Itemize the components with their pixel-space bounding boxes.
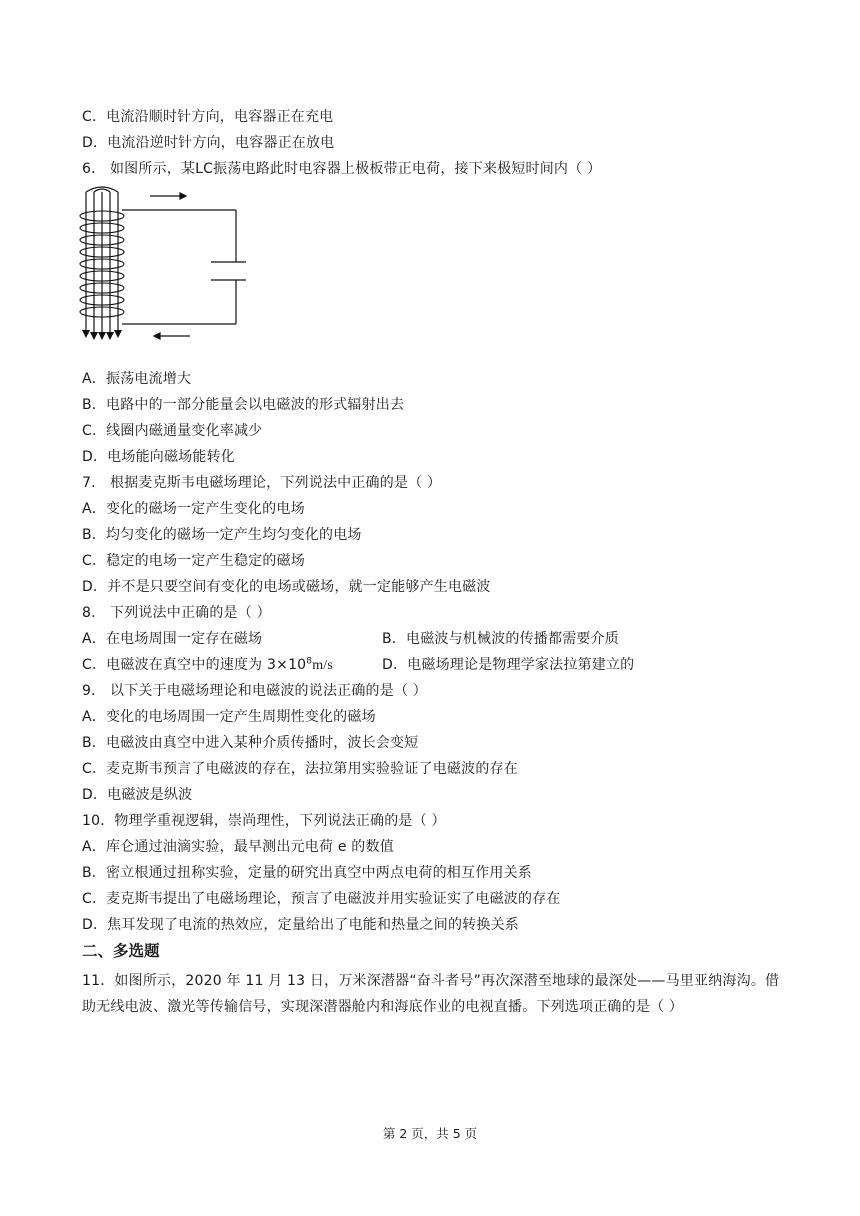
q10-option-d: D．焦耳发现了电流的热效应，定量给出了电能和热量之间的转换关系 — [82, 917, 519, 933]
q8-stem: 8． 下列说法中正确的是（ ） — [82, 605, 271, 621]
q7-option-d: D．并不是只要空间有变化的电场或磁场，就一定能够产生电磁波 — [82, 579, 491, 595]
q6-stem: 6． 如图所示，某LC振荡电路此时电容器上极板带正电荷，接下来极短时间内（ ） — [82, 161, 602, 177]
q9-stem: 9． 以下关于电磁场理论和电磁波的说法正确的是（ ） — [82, 683, 428, 699]
q8-option-b: B．电磁波与机械波的传播都需要介质 — [382, 631, 620, 647]
q6-option-b: B．电路中的一部分能量会以电磁波的形式辐射出去 — [82, 397, 405, 413]
q7-option-a: A．变化的磁场一定产生变化的电场 — [82, 501, 305, 517]
q6-option-c: C．线圈内磁通量变化率减少 — [82, 423, 263, 439]
q8-option-a: A．在电场周围一定存在磁场 — [82, 631, 263, 647]
q10-option-b: B．密立根通过扭称实验，定量的研究出真空中两点电荷的相互作用关系 — [82, 865, 533, 881]
q7-stem: 7． 根据麦克斯韦电磁场理论，下列说法中正确的是（ ） — [82, 475, 442, 491]
q5-option-c: C．电流沿顺时针方向，电容器正在充电 — [82, 109, 334, 125]
lc-circuit-diagram — [76, 186, 246, 346]
q7-option-c: C．稳定的电场一定产生稳定的磁场 — [82, 553, 305, 569]
q8-option-c-text: C．电磁波在真空中的速度为 3×10 — [82, 657, 307, 673]
q6-option-d: D．电场能向磁场能转化 — [82, 449, 235, 465]
q6-option-a: A．振荡电流增大 — [82, 371, 192, 387]
q10-stem: 10．物理学重视逻辑，崇尚理性，下列说法正确的是（ ） — [82, 813, 446, 829]
q8-option-d: D．电磁场理论是物理学家法拉第建立的 — [382, 657, 635, 673]
q9-option-a: A．变化的电场周围一定产生周期性变化的磁场 — [82, 709, 376, 725]
q7-option-b: B．均匀变化的磁场一定产生均匀变化的电场 — [82, 527, 362, 543]
section-heading: 二、多选题 — [82, 942, 160, 960]
q8-option-c-unit: m/s — [312, 658, 334, 673]
q9-option-c: C．麦克斯韦预言了电磁波的存在，法拉第用实验验证了电磁波的存在 — [82, 761, 518, 777]
q9-option-d: D．电磁波是纵波 — [82, 787, 193, 803]
q8-option-c-exponent: 8 — [306, 656, 313, 667]
q9-option-b: B．电磁波由真空中进入某种介质传播时，波长会变短 — [82, 735, 419, 751]
q11-stem-line2: 助无线电波、激光等传输信号，实现深潜器舱内和海底作业的电视直播。下列选项正确的是（ ） — [82, 999, 684, 1015]
q10-option-a: A．库仑通过油滴实验，最早测出元电荷 e 的数值 — [82, 839, 394, 855]
q11-stem-line1: 11．如图所示，2020 年 11 月 13 日，万米深潜器“奋斗者号”再次深潜至地球的最深处——马里亚纳海沟。借 — [82, 973, 780, 989]
page-footer: 第 2 页，共 5 页 — [382, 1126, 478, 1141]
q10-option-c: C．麦克斯韦提出了电磁场理论，预言了电磁波并用实验证实了电磁波的存在 — [82, 891, 561, 907]
q5-option-d: D．电流沿逆时针方向，电容器正在放电 — [82, 135, 335, 151]
q8-option-c — [82, 656, 333, 675]
